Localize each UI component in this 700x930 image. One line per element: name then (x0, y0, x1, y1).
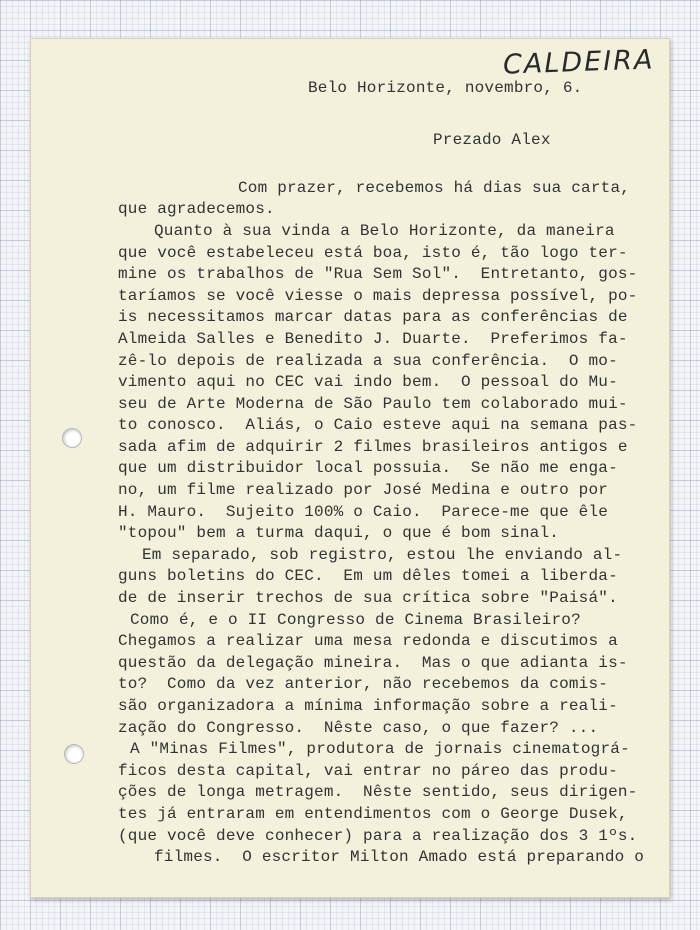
body-line: que você estabeleceu está boa, isto é, tão logo ter- (118, 244, 628, 262)
body-line: guns boletins do CEC. Em um dêles tomei a liberda- (118, 567, 618, 585)
body-line: mine os trabalhos de "Rua Sem Sol". Entretanto, gos- (118, 265, 638, 283)
body-line: que agradecemos. (118, 200, 275, 218)
body-line: filmes. O escritor Milton Amado está preparando o (154, 848, 645, 866)
body-line: ficos desta capital, vai entrar no páreo das produ- (118, 762, 618, 780)
place-date: Belo Horizonte, novembro, 6. (308, 79, 583, 97)
body-line: taríamos se você viesse o mais depressa possível, po- (118, 287, 638, 305)
salutation: Prezado Alex (433, 131, 551, 149)
body-line: sada afim de adquirir 2 filmes brasileiros antigos e (118, 438, 628, 456)
body-line: Em separado, sob registro, estou lhe enviando al- (142, 546, 623, 564)
body-line: no, um filme realizado por José Medina e outro por (118, 481, 609, 499)
body-line: to conosco. Aliás, o Caio esteve aqui na semana pas- (118, 416, 638, 434)
body-line: ções de longa metragem. Nêste sentido, seus dirigen- (118, 783, 638, 801)
body-line: vimento aqui no CEC vai indo bem. O pessoal do Mu- (118, 373, 618, 391)
body-line: H. Mauro. Sujeito 100% o Caio. Parece-me que êle (118, 503, 609, 521)
body-line: (que você deve conhecer) para a realização dos 3 1ºs. (118, 827, 638, 845)
body-line: "topou" bem a turma daqui, o que é bom sinal. (118, 524, 560, 542)
body-line: is necessitamos marcar datas para as conferências de (118, 308, 628, 326)
body-line: seu de Arte Moderna de São Paulo tem colaborado mui- (118, 395, 628, 413)
handwritten-name: CALDEIRA (502, 44, 655, 81)
body-line: de de inserir trechos de sua crítica sobre "Paisá". (118, 589, 618, 607)
body-line: Almeida Salles e Benedito J. Duarte. Preferimos fa- (118, 330, 628, 348)
body-line: A "Minas Filmes", produtora de jornais cinematográ- (130, 740, 630, 758)
body-line: Como é, e o II Congresso de Cinema Brasileiro? (130, 611, 581, 629)
body-line: são organizadora a mínima informação sobre a reali- (118, 697, 618, 715)
body-line: Chegamos a realizar uma mesa redonda e discutimos a (118, 632, 618, 650)
body-line: zação do Congresso. Nêste caso, o que fazer? ... (118, 719, 599, 737)
body-line: questão da delegação mineira. Mas o que adianta is- (118, 654, 628, 672)
body-line: que um distribuidor local possuia. Se não me enga- (118, 459, 618, 477)
body-line: Com prazer, recebemos há dias sua carta, (238, 179, 631, 197)
punch-hole (64, 744, 84, 764)
punch-hole (62, 428, 82, 448)
body-line: tes já entraram em entendimentos com o George Dusek, (118, 805, 628, 823)
body-line: Quanto à sua vinda a Belo Horizonte, da maneira (154, 222, 615, 240)
body-line: to? Como da vez anterior, não recebemos da comis- (118, 675, 609, 693)
body-line: zê-lo depois de realizada a sua conferência. O mo- (118, 352, 618, 370)
